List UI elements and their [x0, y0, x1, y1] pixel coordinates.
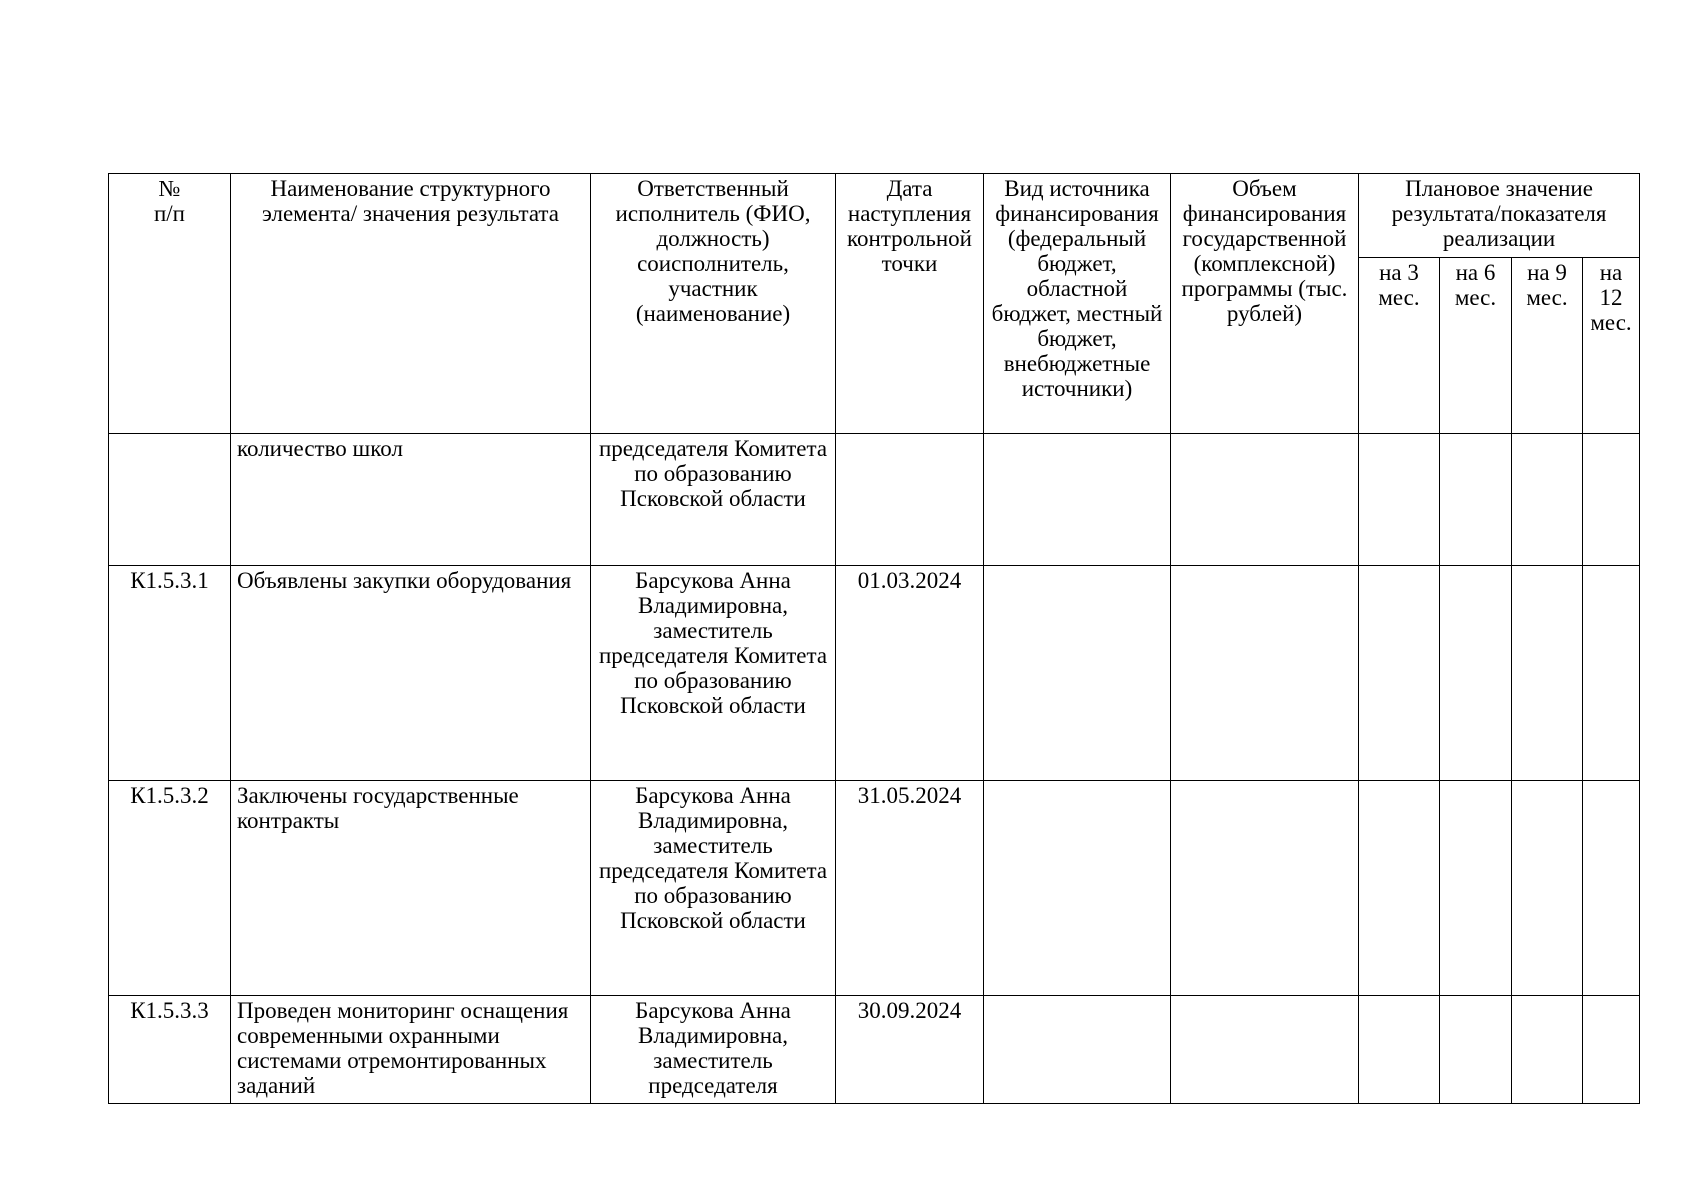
row-source: [984, 566, 1171, 781]
row-source: [984, 996, 1171, 1104]
row-responsible: Барсукова Анна Владимировна, заместитель председателя: [591, 996, 836, 1104]
header-source: Вид источника финансирования (федеральный бюджет, областной бюджет, местный бюджет, внебюджетные источники): [984, 174, 1171, 434]
header-num: № п/п: [109, 174, 231, 434]
row-plan-12: [1583, 996, 1640, 1104]
row-num: К1.5.3.3: [109, 996, 231, 1104]
row-plan-6: [1440, 566, 1512, 781]
row-plan-12: [1583, 566, 1640, 781]
row-plan-6: [1440, 996, 1512, 1104]
header-date: Дата наступления контрольной точки: [836, 174, 984, 434]
row-plan-9: [1512, 996, 1583, 1104]
row-plan-12: [1583, 781, 1640, 996]
row-date: [836, 434, 984, 566]
row-source: [984, 434, 1171, 566]
row-num: [109, 434, 231, 566]
row-num: К1.5.3.2: [109, 781, 231, 996]
row-source: [984, 781, 1171, 996]
row-responsible: Барсукова Анна Владимировна, заместитель председателя Комитета по образованию Псковской области: [591, 781, 836, 996]
row-plan-9: [1512, 781, 1583, 996]
header-volume: Объем финансирования государственной (комплексной) программы (тыс. рублей): [1171, 174, 1359, 434]
row-plan-3: [1359, 434, 1440, 566]
header-responsible: Ответственный исполнитель (ФИО, должность) соисполнитель, участник (наименование): [591, 174, 836, 434]
header-planned: Плановое значение результата/показателя реализации: [1359, 174, 1640, 258]
row-volume: [1171, 781, 1359, 996]
header-name: Наименование структурного элемента/ значения результата: [231, 174, 591, 434]
row-name: Заключены государственные контракты: [231, 781, 591, 996]
table-row: [109, 996, 1640, 1104]
row-num: К1.5.3.1: [109, 566, 231, 781]
row-responsible: Барсукова Анна Владимировна, заместитель председателя Комитета по образованию Псковской области: [591, 566, 836, 781]
row-plan-12: [1583, 434, 1640, 566]
row-volume: [1171, 434, 1359, 566]
header-sub-6: на 6 мес.: [1440, 258, 1512, 434]
header-sub-12: на 12 мес.: [1583, 258, 1640, 434]
row-volume: [1171, 566, 1359, 781]
row-name: Проведен мониторинг оснащения современными охранными системами отремонтированных заданий: [231, 996, 591, 1104]
table-row: [109, 781, 1640, 996]
row-plan-6: [1440, 434, 1512, 566]
header-sub-3: на 3 мес.: [1359, 258, 1440, 434]
header-sub-9: на 9 мес.: [1512, 258, 1583, 434]
row-volume: [1171, 996, 1359, 1104]
row-plan-3: [1359, 996, 1440, 1104]
row-plan-9: [1512, 566, 1583, 781]
row-plan-6: [1440, 781, 1512, 996]
row-date: 30.09.2024: [836, 996, 984, 1104]
row-date: 01.03.2024: [836, 566, 984, 781]
table-row: [109, 434, 1640, 566]
row-name: количество школ: [231, 434, 591, 566]
row-plan-3: [1359, 781, 1440, 996]
row-plan-3: [1359, 566, 1440, 781]
row-name: Объявлены закупки оборудования: [231, 566, 591, 781]
row-plan-9: [1512, 434, 1583, 566]
row-date: 31.05.2024: [836, 781, 984, 996]
row-responsible: председателя Комитета по образованию Псковской области: [591, 434, 836, 566]
table-row: [109, 566, 1640, 781]
control-points-table: [108, 173, 1640, 1104]
